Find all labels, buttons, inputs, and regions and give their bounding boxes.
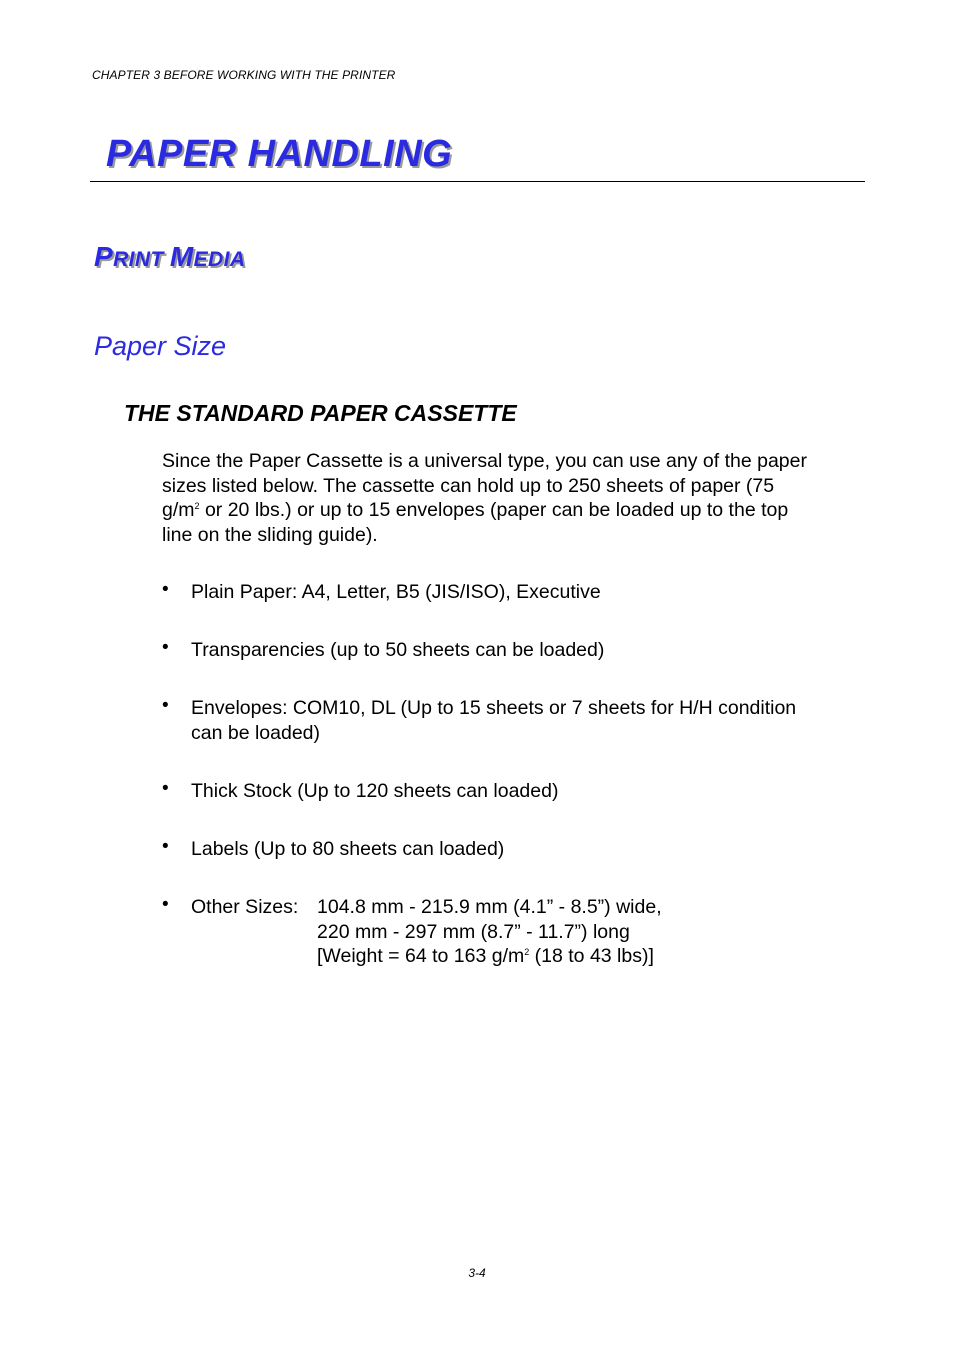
bullet-icon: •: [162, 695, 169, 716]
bullet-icon: •: [162, 836, 169, 857]
intro-paragraph: [162, 449, 862, 547]
running-header: CHAPTER 3 BEFORE WORKING WITH THE PRINTER: [92, 68, 396, 82]
superscript: 2: [524, 947, 530, 957]
page-number: 3-4: [468, 1266, 486, 1280]
page-title: PAPER HANDLING: [106, 133, 453, 175]
section-title-part: M: [169, 241, 194, 272]
list-item-text: [191, 696, 861, 745]
bullet-icon: •: [162, 894, 169, 915]
list-item-text: [191, 895, 861, 969]
intro-line: [162, 498, 862, 523]
intro-text: g/m: [162, 499, 195, 521]
subsection-title: Paper Size: [94, 331, 227, 361]
list-item-text: Plain Paper: A4, Letter, B5 (JIS/ISO), Executive: [191, 581, 601, 603]
list-item-text: Transparencies (up to 50 sheets can be loaded): [191, 639, 605, 661]
bullet-icon: •: [162, 778, 169, 799]
list-item-line: [191, 944, 861, 969]
intro-line: sizes listed below. The cassette can hold up to 250 sheets of paper (75: [162, 474, 775, 497]
bullet-icon: •: [162, 579, 169, 600]
intro-line: Since the Paper Cassette is a universal type, you can use any of the paper: [162, 450, 807, 472]
title-divider: [90, 181, 865, 182]
other-sizes-length: 220 mm - 297 mm (8.7” - 11.7”) long: [317, 920, 630, 943]
superscript: 2: [194, 501, 200, 511]
other-sizes-label: Other Sizes:: [191, 896, 299, 918]
list-item-line: can be loaded): [191, 721, 321, 744]
list-item-text: Labels (Up to 80 sheets can loaded): [191, 838, 505, 860]
list-item-line: [191, 920, 861, 945]
other-sizes-weight: (18 to 43 lbs)]: [529, 945, 654, 967]
subsubsection-title: THE STANDARD PAPER CASSETTE: [124, 400, 517, 426]
list-item-line: [191, 895, 861, 920]
intro-line: line on the sliding guide).: [162, 523, 378, 546]
bullet-icon: •: [162, 637, 169, 658]
section-title-part: P: [94, 241, 114, 272]
section-title-part: EDIA: [193, 248, 246, 271]
section-title: [94, 243, 245, 271]
list-item-line: Envelopes: COM10, DL (Up to 15 sheets or 7 sheets for H/H condition: [191, 697, 797, 719]
other-sizes-weight: [Weight = 64 to 163 g/m: [317, 945, 525, 967]
list-item-text: Thick Stock (Up to 120 sheets can loaded): [191, 780, 559, 802]
section-title-part: RINT: [113, 248, 170, 271]
other-sizes-width: 104.8 mm - 215.9 mm (4.1” - 8.5”) wide,: [317, 896, 662, 918]
intro-text: or 20 lbs.) or up to 15 envelopes (paper can be loaded up to the top: [199, 499, 789, 521]
